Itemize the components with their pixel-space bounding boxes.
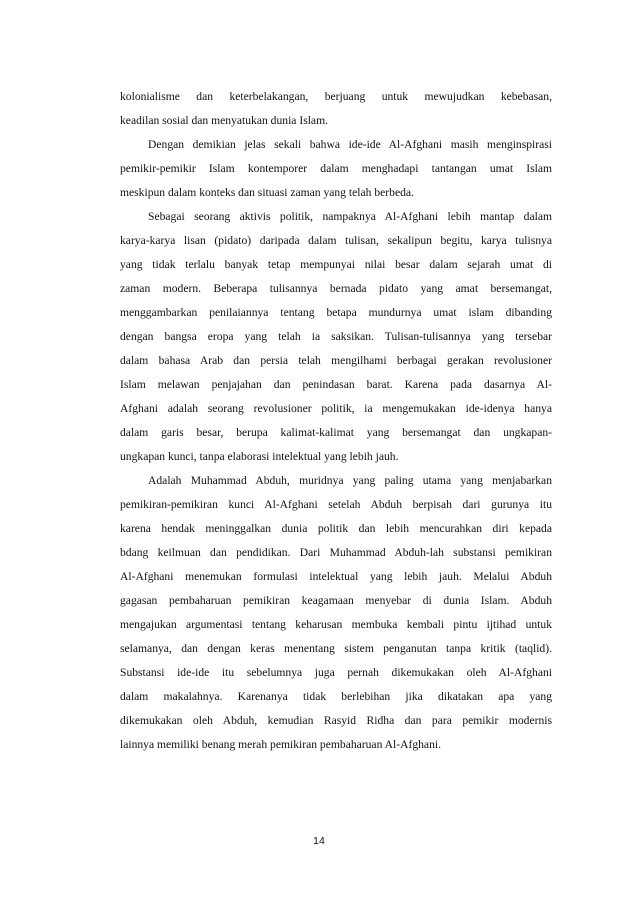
text-line: karena hendak meninggalkan dunia politik dan lebih mencurahkan diri kepada: [120, 522, 552, 535]
text-line: selamanya, dan dengan keras menentang sistem penganutan tanpa kritik (taqlid).: [120, 642, 552, 655]
text-line: dengan bangsa eropa yang telah ia saksikan. Tulisan-tulisannya yang tersebar: [120, 330, 552, 343]
text-line: Dengan demikian jelas sekali bahwa ide-ide Al-Afghani masih menginspirasi: [148, 138, 552, 151]
text-line: menggambarkan penilaiannya tentang betapa mundurnya umat islam dibanding: [120, 306, 552, 319]
text-line: ungkapan kunci, tanpa elaborasi intelektual yang lebih jauh.: [120, 450, 399, 463]
text-line: Sebagai seorang aktivis politik, nampaknya Al-Afghani lebih mantap dalam: [148, 210, 552, 223]
text-line: bdang keilmuan dan pendidikan. Dari Muhammad Abduh-lah substansi pemikiran: [120, 546, 552, 559]
text-line: dalam garis besar, berupa kalimat-kalimat yang bersemangat dan ungkapan-: [120, 426, 552, 439]
text-line: gagasan pembaharuan pemikiran keagamaan menyebar di dunia Islam. Abduh: [120, 594, 552, 607]
text-line: dalam bahasa Arab dan persia telah mengilhami berbagai gerakan revolusioner: [120, 354, 552, 367]
text-line: Islam melawan penjajahan dan penindasan barat. Karena pada dasarnya Al-: [120, 378, 552, 391]
text-line: Al-Afghani menemukan formulasi intelektual yang lebih jauh. Melalui Abduh: [120, 570, 552, 583]
text-line: keadilan sosial dan menyatukan dunia Islam.: [120, 114, 328, 127]
text-line: Adalah Muhammad Abduh, muridnya yang paling utama yang menjabarkan: [148, 474, 552, 487]
text-line: Afghani adalah seorang revolusioner politik, ia mengemukakan ide-idenya hanya: [120, 402, 552, 415]
text-line: karya-karya lisan (pidato) daripada dalam tulisan, sekalipun begitu, karya tulisnya: [120, 234, 552, 247]
text-line: Substansi ide-ide itu sebelumnya juga pernah dikemukakan oleh Al-Afghani: [120, 666, 552, 679]
page-number: 14: [313, 835, 325, 847]
text-line: meskipun dalam konteks dan situasi zaman yang telah berbeda.: [120, 186, 414, 199]
text-line: pemikir-pemikir Islam kontemporer dalam menghadapi tantangan umat Islam: [120, 162, 552, 175]
text-line: yang tidak terlalu banyak tetap mempunyai nilai besar dalam sejarah umat di: [120, 258, 552, 271]
text-line: zaman modern. Beberapa tulisannya bernada pidato yang amat bersemangat,: [120, 282, 552, 295]
text-line: dalam makalahnya. Karenanya tidak berlebihan jika dikatakan apa yang: [120, 690, 552, 703]
text-line: pemikiran-pemikiran kunci Al-Afghani setelah Abduh berpisah dari gurunya itu: [120, 498, 552, 511]
text-line: lainnya memiliki benang merah pemikiran pembaharuan Al-Afghani.: [120, 738, 441, 751]
text-line: mengajukan argumentasi tentang keharusan membuka kembali pintu ijtihad untuk: [120, 618, 552, 631]
text-line: dikemukakan oleh Abduh, kemudian Rasyid Ridha dan para pemikir modernis: [120, 714, 552, 727]
text-line: kolonialisme dan keterbelakangan, berjuang untuk mewujudkan kebebasan,: [120, 90, 552, 103]
